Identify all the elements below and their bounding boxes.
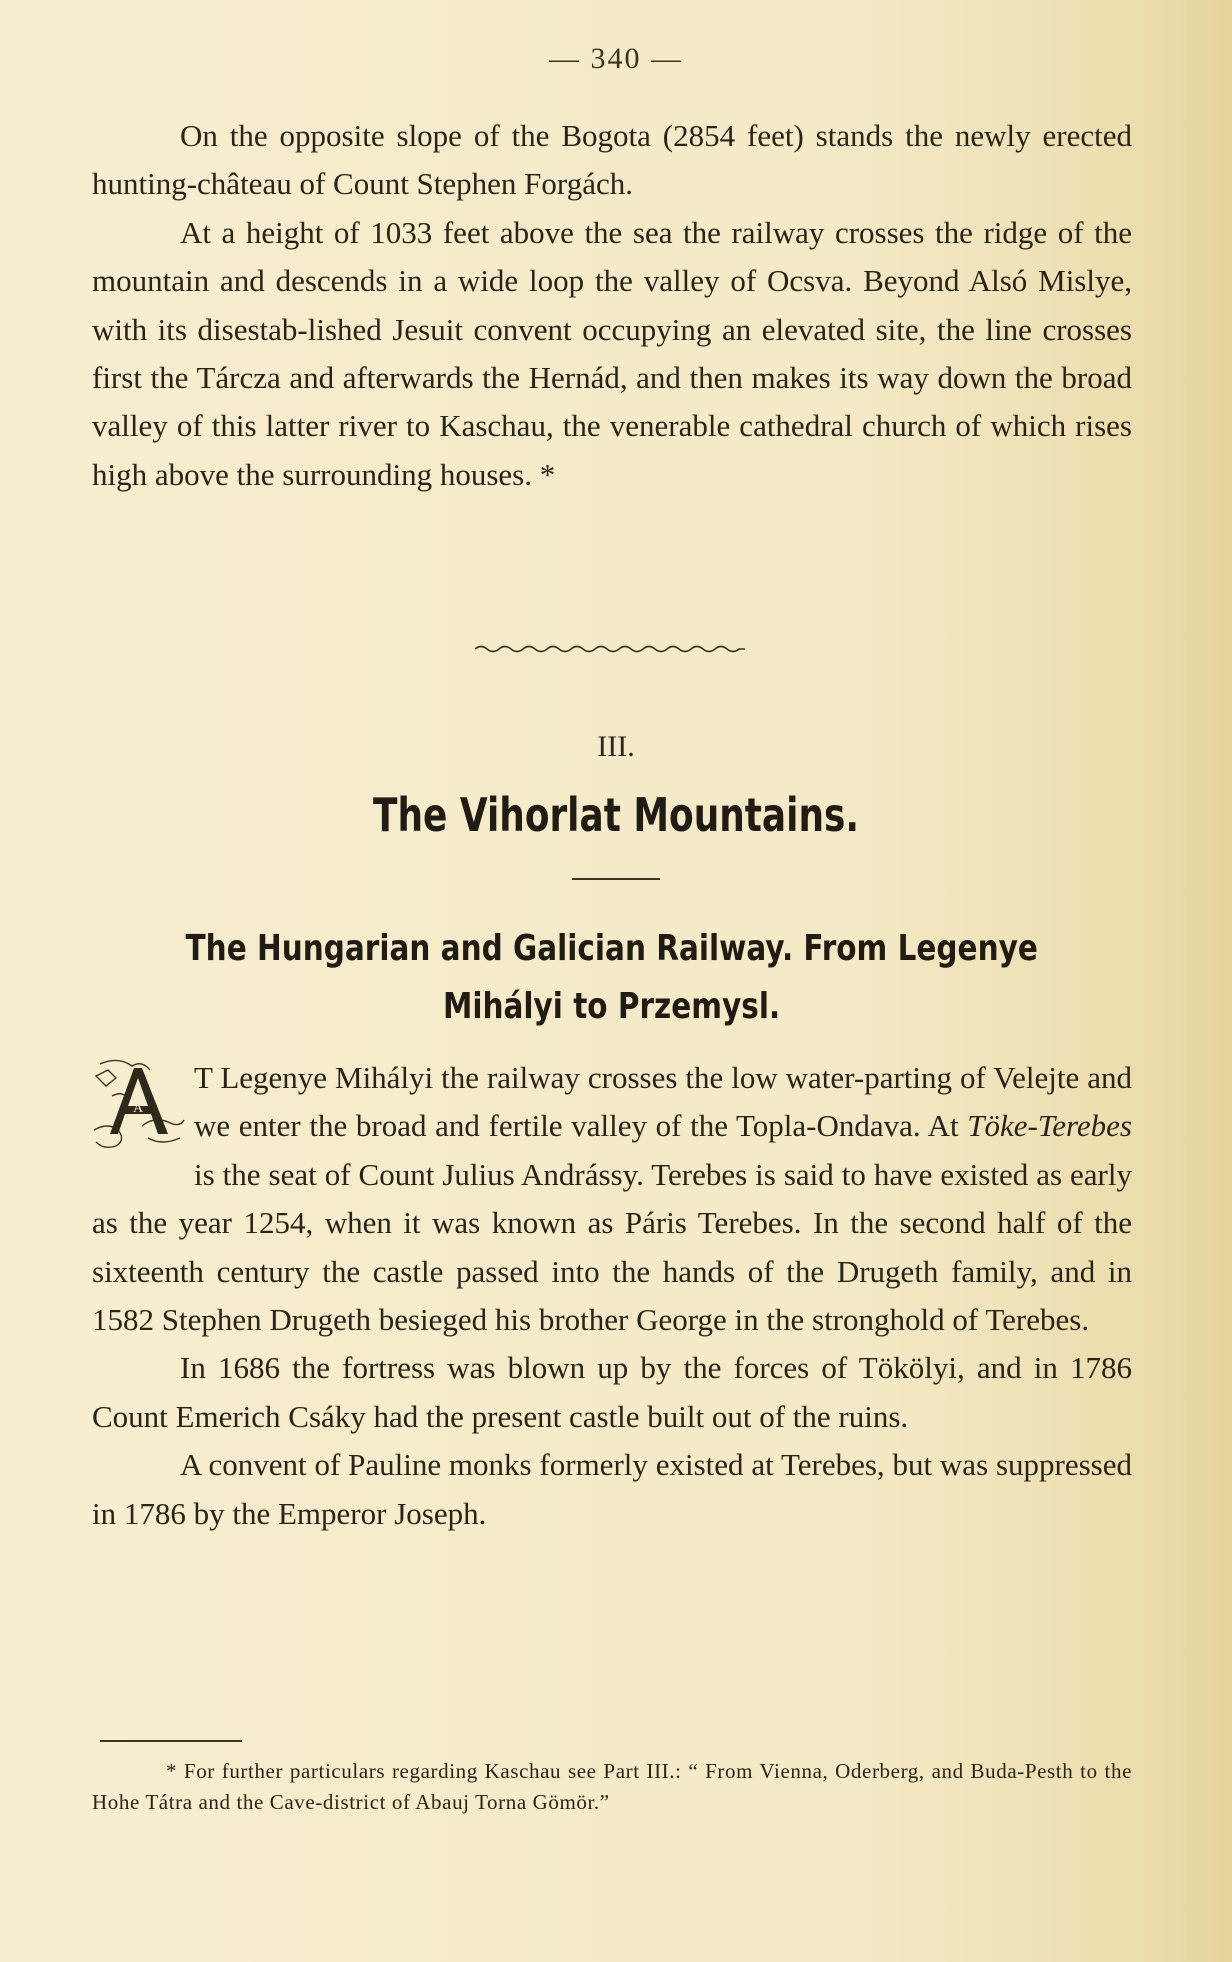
paragraph-legenye-start: T Legenye Mihályi the railway crosses the low water-parting of Velejte and we enter the broad and fertile valley of the Topla-Ondava. At bbox=[194, 1060, 1132, 1144]
footnote-rule bbox=[100, 1740, 242, 1742]
paragraph-convent: A convent of Pauline monks formerly existed at Terebes, but was suppressed in 1786 by the Emperor Joseph. bbox=[92, 1447, 1132, 1531]
chapter-title: The Vihorlat Mountains. bbox=[373, 788, 859, 842]
opening-text-block bbox=[92, 112, 1132, 499]
wavy-ornament-divider bbox=[475, 642, 745, 656]
paragraph-legenye-end: is the seat of Count Julius Andrássy. Terebes is said to have existed as early as the year 1254, when it was known as Páris Terebes. In the second half of the sixteenth century the castle passed into the hands of the Drugeth family, and in 1582 Stephen Drugeth besieged his brother George in the stronghold of Terebes. bbox=[92, 1156, 1132, 1338]
main-text-block bbox=[92, 1054, 1132, 1538]
sub-heading-line-2: Mihályi to Przemysl. bbox=[443, 986, 781, 1027]
paragraph-legenye bbox=[92, 1054, 1132, 1344]
decorated-drop-cap-icon bbox=[88, 1056, 188, 1152]
paragraph-bogota: On the opposite slope of the Bogota (2854 feet) stands the newly erected hunting-château of Count Stephen Forgách. bbox=[92, 118, 1132, 202]
paragraph-railway-kaschau: At a height of 1033 feet above the sea the railway crosses the ridge of the mountain and descends in a wide loop the valley of Ocsva. Beyond Alsó Mislye, with its disestab-lished Jesuit convent occupying an elevated site, the line crosses first the Tárcza and afterwards the Hernád, and then makes its way down the broad valley of this latter river to Kaschau, the venerable cathedral church of which rises high above the surrounding houses. * bbox=[92, 214, 1132, 492]
footnote: * For further particulars regarding Kaschau see Part III.: “ From Vienna, Oderberg, and Buda-Pesth to the Hohe Tátra and the Cave-district of Abauj Torna Gömör.” bbox=[92, 1759, 1132, 1814]
sub-heading-line-1: The Hungarian and Galician Railway. From Legenye bbox=[185, 928, 1039, 969]
page-number: — 340 — bbox=[549, 42, 683, 75]
paragraph-fortress: In 1686 the fortress was blown up by the forces of Tökölyi, and in 1786 Count Emerich Csáky had the present castle built out of the ruins. bbox=[92, 1350, 1132, 1434]
section-number: III. bbox=[597, 730, 635, 763]
title-rule bbox=[572, 878, 660, 880]
drop-cap-letter: A bbox=[132, 1101, 144, 1116]
sub-heading bbox=[92, 920, 1132, 1036]
place-name-italic: Töke-Terebes bbox=[967, 1108, 1132, 1144]
